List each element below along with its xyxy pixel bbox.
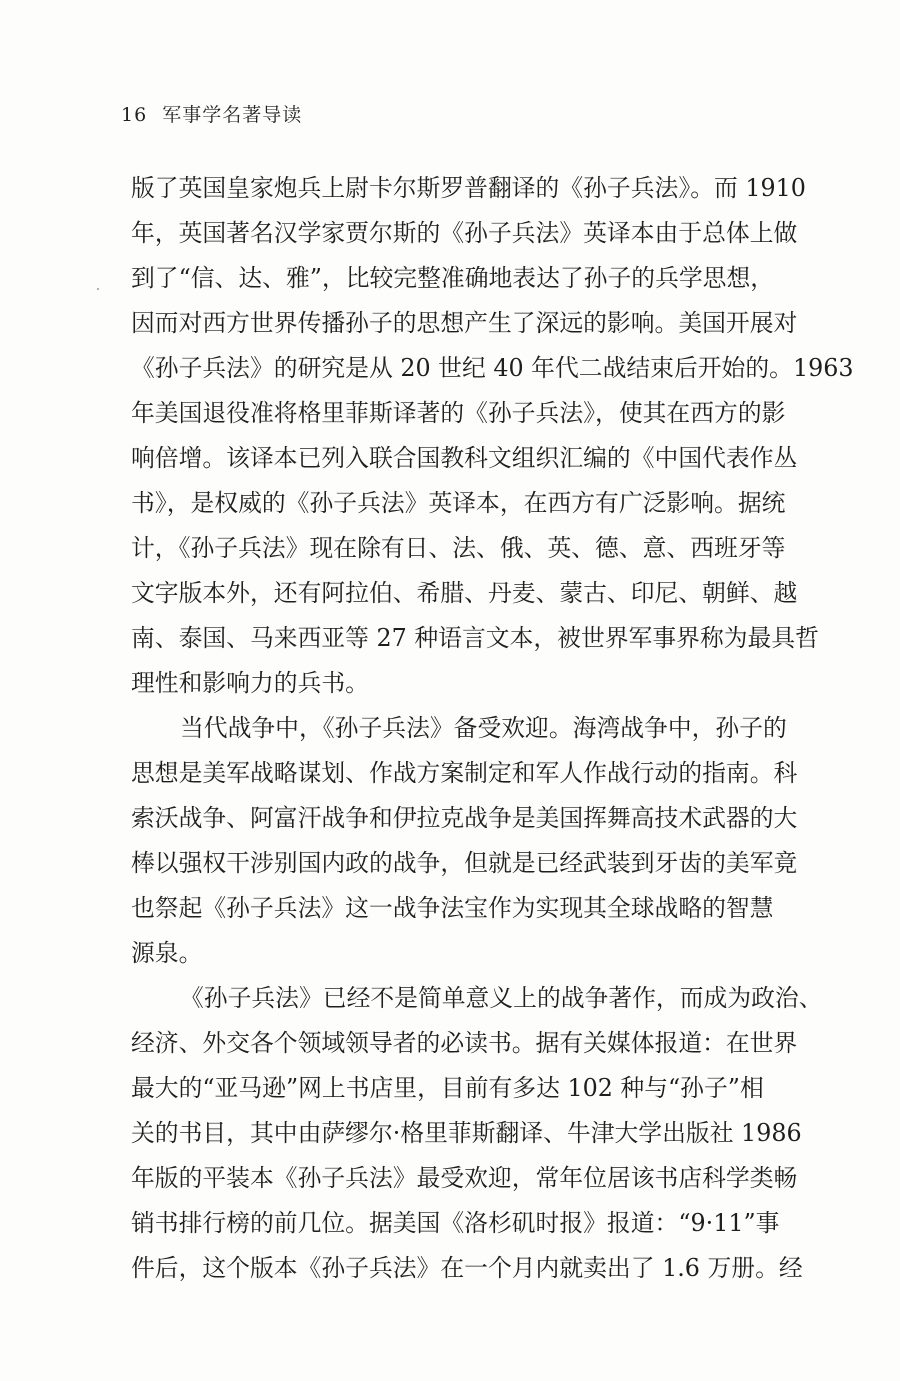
scan-speck <box>97 288 99 290</box>
text-line: 书》，是权威的《孙子兵法》英译本，在西方有广泛影响。据统 <box>131 489 786 517</box>
text-line: 《孙子兵法》的研究是从 20 世纪 40 年代二战结束后开始的。1963 <box>131 354 854 382</box>
text-line: 最大的“亚马逊”网上书店里，目前有多达 102 种与“孙子”相 <box>131 1074 764 1102</box>
text-line: 棒以强权干涉别国内政的战争，但就是已经武装到牙齿的美军竟 <box>131 849 798 877</box>
text-line: 销书排行榜的前几位。据美国《洛杉矶时报》报道：“9·11”事 <box>131 1209 780 1237</box>
page-number: 16 <box>121 104 148 126</box>
text-line: 响倍增。该译本已列入联合国教科文组织汇编的《中国代表作丛 <box>131 444 798 472</box>
text-line: 当代战争中，《孙子兵法》备受欢迎。海湾战争中，孙子的 <box>180 714 787 742</box>
text-line: 思想是美军战略谋划、作战方案制定和军人作战行动的指南。科 <box>131 759 798 787</box>
text-line: 年美国退役准将格里菲斯译著的《孙子兵法》，使其在西方的影 <box>131 399 786 427</box>
text-line: 关的书目，其中由萨缪尔·格里菲斯翻译、牛津大学出版社 1986 <box>131 1119 802 1147</box>
text-line: 版了英国皇家炮兵上尉卡尔斯罗普翻译的《孙子兵法》。而 1910 <box>131 174 806 202</box>
text-line: 件后，这个版本《孙子兵法》在一个月内就卖出了 1.6 万册。经 <box>131 1254 803 1282</box>
text-line: 索沃战争、阿富汗战争和伊拉克战争是美国挥舞高技术武器的大 <box>131 804 798 832</box>
text-line: 年版的平装本《孙子兵法》最受欢迎，常年位居该书店科学类畅 <box>131 1164 798 1192</box>
text-line: 源泉。 <box>131 939 203 967</box>
book-title: 军事学名著导读 <box>162 104 303 126</box>
text-line: 也祭起《孙子兵法》这一战争法宝作为实现其全球战略的智慧 <box>131 894 774 922</box>
text-line: 因而对西方世界传播孙子的思想产生了深远的影响。美国开展对 <box>131 309 798 337</box>
text-line: 计，《孙子兵法》现在除有日、法、俄、英、德、意、西班牙等 <box>131 534 786 562</box>
text-line: 南、泰国、马来西亚等 27 种语言文本，被世界军事界称为最具哲 <box>131 624 819 652</box>
text-line: 年，英国著名汉学家贾尔斯的《孙子兵法》英译本由于总体上做 <box>131 219 798 247</box>
running-header <box>121 102 302 128</box>
text-line: 《孙子兵法》已经不是简单意义上的战争著作，而成为政治、 <box>180 984 823 1012</box>
text-line: 理性和影响力的兵书。 <box>131 669 369 697</box>
text-line: 到了“信、达、雅”，比较完整准确地表达了孙子的兵学思想， <box>131 264 775 292</box>
text-line: 文字版本外，还有阿拉伯、希腊、丹麦、蒙古、印尼、朝鲜、越 <box>131 579 798 607</box>
text-line: 经济、外交各个领域领导者的必读书。据有关媒体报道：在世界 <box>131 1029 798 1057</box>
